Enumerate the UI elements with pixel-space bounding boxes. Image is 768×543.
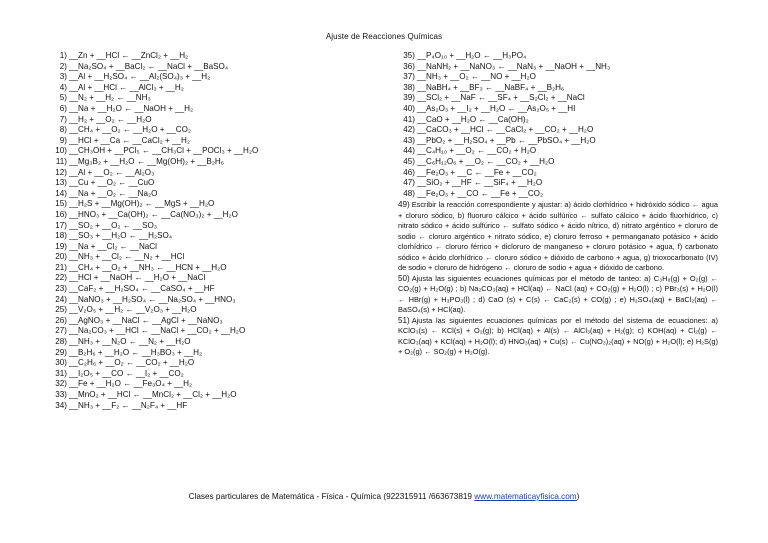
equation-text: __HCl + __Ca ← __CaCl₂ + __H₂ — [69, 135, 191, 145]
equation-row — [50, 348, 388, 359]
equation-text: __NaNH₂ + __NaNO₃ ← __NaN₃ + __NaOH + __NH₃ — [417, 61, 611, 71]
equation-text: __Zn + __HCl ← __ZnCl₂ + __H₂ — [69, 51, 189, 60]
exercise-paragraph — [398, 316, 718, 358]
equation-text: __CH₄ + __O₂ + __NH₃ ← __HCN + __H₂O — [69, 262, 227, 272]
equation-number: 20) — [55, 252, 67, 262]
equation-number: 23) — [55, 284, 67, 294]
equation-number: 25) — [55, 305, 67, 315]
equation-number: 3) — [59, 72, 67, 82]
equation-text: __C₂H₆ + __O₂ ← __CO₂ + __H₂O — [69, 358, 195, 368]
equation-number: 28) — [55, 337, 67, 347]
equation-number: 15) — [55, 199, 67, 209]
equation-text: __As₂O₃ + __I₂ + __H₂O ← __As₂O₅ + __HI — [417, 103, 576, 113]
equation-number: 8) — [59, 125, 67, 135]
equation-number: 21) — [55, 262, 67, 272]
equation-text: __NH₃ + __O₂ ← __NO + __H₂O — [417, 72, 536, 82]
equation-number: 6) — [59, 103, 67, 113]
equation-text: __NH₃ + __Cl₂ ← __N₂ + __HCl — [69, 252, 185, 262]
equation-number: 5) — [59, 93, 67, 103]
equation-row — [398, 104, 718, 115]
equation-text: __CaCO₃ + __HCl ← __CaCl₂ + __CO₂ + __H₂O — [417, 125, 594, 135]
equation-row — [398, 136, 718, 147]
equation-text: __SCl₂ + __NaF ← __SF₄ + __S₂Cl₂ + __NaCl — [417, 93, 585, 103]
equation-row — [50, 390, 388, 401]
equation-number: 12) — [55, 167, 67, 177]
equation-number: 35) — [403, 51, 415, 60]
equation-row — [398, 115, 718, 126]
equation-text: __SO₂ + __O₂ ← __SO₃ — [69, 220, 158, 230]
equation-number: 22) — [55, 273, 67, 283]
equation-text: __Na + __Cl₂ ← __NaCl — [69, 241, 157, 251]
equations-right-column — [398, 51, 718, 358]
equation-number: 32) — [55, 379, 67, 389]
equation-number: 27) — [55, 326, 67, 336]
equation-row — [398, 125, 718, 136]
equation-text: __Fe + __H₂O ← __Fe₃O₄ + __H₂ — [69, 379, 193, 389]
equation-number: 39) — [403, 93, 415, 103]
equation-number: 2) — [59, 61, 67, 71]
equation-row — [50, 136, 388, 147]
equation-number: 47) — [403, 178, 415, 188]
equation-text: __I₂O₅ + __CO ← __I₂ + __CO₂ — [69, 368, 184, 378]
equation-number: 10) — [55, 146, 67, 156]
equation-text: __N₂ + __H₂ ← __NH₃ — [69, 93, 151, 103]
footer — [0, 492, 768, 501]
equation-number: 17) — [55, 220, 67, 230]
equation-number: 36) — [403, 61, 415, 71]
equation-text: __NaBH₄ + __BF₃ ← __NaBF₄ + __B₂H₆ — [417, 82, 565, 92]
exercise-paragraph — [398, 200, 718, 274]
exercise-text: Ajusta las siguientes ecuaciones químicas por el método de tanteo: a) C₃H₈(g) + O₂(g) ← CO₂(g) + H₂O(g) ; b) Na₂CO₃(aq) + HCl(aq) ← NaCl (aq) + CO₂(g) + H₂O(l) ; c) PBr₃(s) + H₂O(l) ← HBr(g) + H₃PO₃(l) ; d) CaO (s) + C(s) ← CaC₂(s) + CO(g) ; e) H₂SO₄(aq) + BaCl₂(aq) ← BaSO₄(s) + HCl(aq). — [398, 273, 718, 315]
equation-row — [50, 178, 388, 189]
equation-number: 26) — [55, 315, 67, 325]
equation-text: __Na₂CO₃ + __HCl ← __NaCl + __CO₂ + __H₂O — [69, 326, 246, 336]
equation-row — [50, 125, 388, 136]
equation-number: 1) — [59, 51, 67, 60]
equation-number: 14) — [55, 188, 67, 198]
exercise-number: 49) — [398, 200, 410, 210]
equation-row — [50, 210, 388, 221]
equation-number: 45) — [403, 156, 415, 166]
equation-number: 18) — [55, 231, 67, 241]
equation-number: 40) — [403, 103, 415, 113]
equation-row — [50, 369, 388, 380]
equation-number: 41) — [403, 114, 415, 124]
equation-row — [50, 221, 388, 232]
equation-text: __B₂H₆ + __H₂O ← __H₃BO₃ + __H₂ — [69, 347, 203, 357]
equation-number: 13) — [55, 178, 67, 188]
equation-row — [398, 178, 718, 189]
equation-number: 19) — [55, 241, 67, 251]
equation-text: __MnO₂ + __HCl ← __MnCl₂ + __Cl₂ + __H₂O — [69, 390, 237, 399]
equation-number: 44) — [403, 146, 415, 156]
exercise-text: Ajusta las siguientes ecuaciones químicas por el método del sistema de ecuaciones: a) KClO₃(s) ← KCl(s) + O₂(g); b) HCl(aq) + Al(s) ← AlCl₃(aq) + H₂(g); c) KOH(aq) + Cl₂(g) ← KClO₃(aq) + KCl(aq) + H₂O(l); d) HNO₃(aq) + Cu(s) ← Cu(NO₃)₂(aq) + NO(g) + H₂O(l); e) H₂S(g) + O₂(g) ← SO₂(g) + H₂O(g). — [398, 315, 718, 357]
equation-text: __C₄H₁₀ + __O₂ ← __CO₂ + H₂O — [417, 146, 537, 156]
equation-text: __AgNO₃ + __NaCl ← __AgCl + __NaNO₃ — [69, 315, 223, 325]
equation-row — [50, 305, 388, 316]
equation-row — [50, 51, 388, 62]
equation-number: 4) — [59, 82, 67, 92]
equation-text: __Al + __HCl ← __AlCl₃ + __H₂ — [69, 82, 184, 92]
equation-row — [50, 231, 388, 242]
equation-row — [398, 168, 718, 179]
equation-number: 43) — [403, 135, 415, 145]
equation-row — [398, 51, 718, 62]
equation-row — [50, 93, 388, 104]
equation-text: __HNO₃ + __Ca(OH)₂ ← __Ca(NO₃)₂ + __H₂O — [69, 209, 238, 219]
equation-row — [398, 83, 718, 94]
equation-text: __Na + __H₂O ← __NaOH + __H₂ — [69, 103, 194, 113]
equation-text: __PbO₂ + __H₂SO₄ + __Pb ← __PbSO₄ + __H₂O — [417, 135, 596, 145]
equation-text: __CH₄ + __O₂ ← __H₂O + __CO₂ — [69, 125, 192, 135]
equation-text: __Cu + __O₂ ← __CuO — [69, 178, 155, 188]
equation-number: 7) — [59, 114, 67, 124]
equation-row — [50, 326, 388, 337]
equation-row — [398, 93, 718, 104]
equation-text: __V₂O₅ + __H₂ ← __V₂O₃ + __H₂O — [69, 305, 197, 315]
equation-text: __Fe₂O₃ + __C ← __Fe + __CO₂ — [417, 167, 537, 177]
footer-text: Clases particulares de Matemática - Física - Química (922315911 /663673819 — [188, 492, 475, 501]
equation-row — [50, 189, 388, 200]
exercise-paragraph — [398, 274, 718, 316]
equation-row — [50, 401, 388, 412]
equation-text: __H₂ + __O₂ ← __H₂O — [69, 114, 152, 124]
equation-number: 38) — [403, 82, 415, 92]
equation-row — [50, 316, 388, 327]
equation-number: 33) — [55, 390, 67, 399]
equation-text: __Na₂SO₄ + __BaCl₂ ← __NaCl + __BaSO₄ — [69, 61, 229, 71]
equation-row — [50, 62, 388, 73]
equation-text: __Mg₃B₂ + __H₂O ← __Mg(OH)₂ + __B₂H₆ — [69, 156, 224, 166]
equation-number: 16) — [55, 209, 67, 219]
equation-number: 48) — [403, 188, 415, 198]
exercise-number: 50) — [398, 273, 410, 283]
equation-text: __Al + __H₂SO₄ ← __Al₂(SO₄)₃ + __H₂ — [69, 72, 211, 82]
exercise-number: 51) — [398, 315, 410, 325]
equation-row — [50, 83, 388, 94]
exercise-text: Escribir la reacción correspondiente y ajustar: a) ácido clorhídrico + hidróxido sódico ← agua + cloruro sódico, b) fluoruro cálcico + ácido sulfúrico ← sulfato cálcico + ácido fluorhídrico, c) nitrato sódico + ácido sulfúrico ← sulfato sódico + ácido nítrico, d) nitrato argéntico + cloruro de sodio ← cloruro argéntico + nitrato sódico, e) cloruro ferroso + permanganato potásico + ácido clorhídrico ← cloruro férrico + dicloruro de manganeso + cloruro potásico + agua, f) carbonato sódico + ácido clorhídrico ← cloruro sódico + dióxido de carbono + agua, g) trioxocarbonato (IV) de sodio + cloruro de hidrógeno ← cloruro de sodio + agua + dióxido de carbono. — [398, 200, 718, 273]
equation-text: __NH₃ + __F₂ ← __N₂F₄ + __HF — [69, 400, 188, 410]
equation-text: __SO₃ + __H₂O ← __H₂SO₄ — [69, 231, 173, 241]
equation-row — [50, 337, 388, 348]
equation-row — [50, 263, 388, 274]
equation-row — [398, 157, 718, 168]
equation-text: __Fe₂O₃ + __CO ← __Fe + __CO₂ — [417, 188, 544, 198]
equation-number: 9) — [59, 135, 67, 145]
equation-row — [50, 157, 388, 168]
equation-number: 46) — [403, 167, 415, 177]
equation-row — [50, 104, 388, 115]
equation-row — [398, 72, 718, 83]
equation-row — [398, 189, 718, 200]
equation-row — [50, 72, 388, 83]
equation-text: __HCl + __NaOH ← __H₂O + __NaCl — [69, 273, 206, 283]
equation-text: __SiO₂ + __HF ← __SiF₄ + __H₂O — [417, 178, 543, 188]
equation-text: __CH₃OH + __PCl₅ ← __CH₃Cl + __POCl₃ + __H₂O — [69, 146, 259, 156]
equation-text: __Na + __O₂ ← __Na₂O — [69, 188, 158, 198]
equation-number: 30) — [55, 358, 67, 368]
equation-number: 42) — [403, 125, 415, 135]
equation-text: __P₄O₁₀ + __H₂O ← __H₃PO₄ — [417, 51, 527, 60]
equation-row — [398, 146, 718, 157]
equation-row — [50, 242, 388, 253]
website-link[interactable]: www.matematicayfisica.com — [474, 492, 577, 501]
equation-row — [50, 358, 388, 369]
equation-number: 11) — [55, 156, 67, 166]
equations-left-column — [50, 51, 388, 411]
equation-row — [50, 284, 388, 295]
equation-text: __CaF₂ + __H₂SO₄ ← __CaSO₄ + __HF — [69, 284, 215, 294]
equation-number: 24) — [55, 294, 67, 304]
equation-row — [50, 252, 388, 263]
equation-text: __Al + __O₂ ← __Al₂O₃ — [69, 167, 155, 177]
equation-text: __NaNO₃ + __H₂SO₄ ← __Na₂SO₄ + __HNO₃ — [69, 294, 236, 304]
equation-number: 37) — [403, 72, 415, 82]
equation-row — [398, 62, 718, 73]
equation-row — [50, 115, 388, 126]
equation-number: 29) — [55, 347, 67, 357]
equation-text: __H₂S + __Mg(OH)₂ ← __MgS + __H₂O — [69, 199, 215, 209]
equation-row — [50, 168, 388, 179]
footer-close: ) — [576, 492, 580, 501]
equation-row — [50, 295, 388, 306]
equation-text: __CaO + __H₂O ← __Ca(OH)₂ — [417, 114, 529, 124]
equation-row — [50, 199, 388, 210]
equation-number: 34) — [55, 400, 67, 410]
equation-row — [50, 146, 388, 157]
equation-row — [50, 379, 388, 390]
equation-text: __NH₃ + __N₂O ← __N₂ + __H₂O — [69, 337, 191, 347]
equation-row — [50, 273, 388, 284]
page-title: Ajuste de Reacciones Químicas — [325, 32, 443, 41]
equation-number: 31) — [55, 368, 67, 378]
equation-text: __C₆H₁₂O₆ + __O₂ ← __CO₂ + __H₂O — [417, 156, 555, 166]
